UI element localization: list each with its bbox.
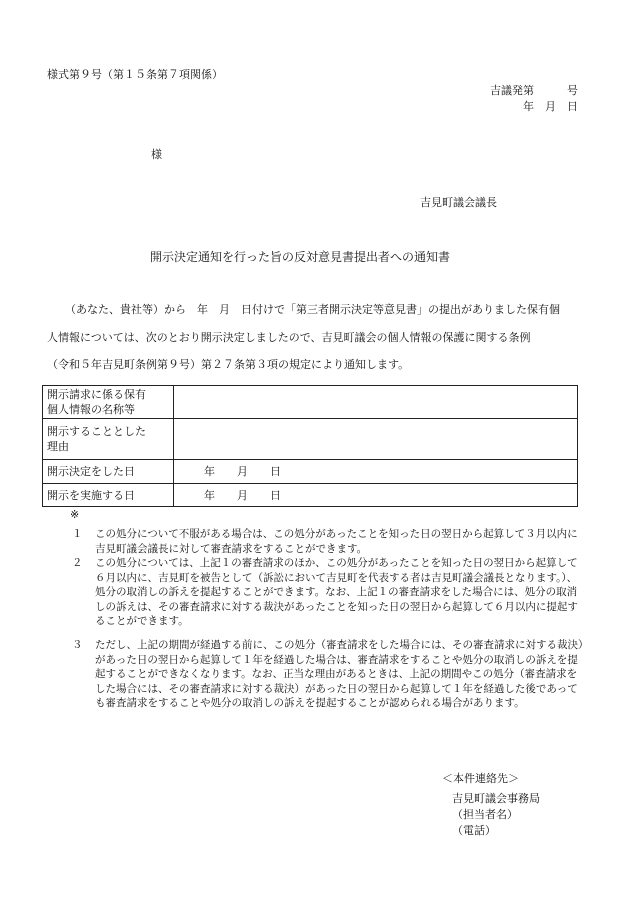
notes-mark: ※ [70, 508, 80, 521]
note-text: この処分については、上記１の審査請求のほか、この処分があったことを知った日の翌日から起算して６月以内に、吉見町を被告として（訴訟において吉見町を代表する者は吉見町議会議長となります。）、処分の取消しの訴えを提起することができます。なお、上記１の審査請求をした場合には、処分の取消しの訴えは、その審査請求に対する裁決があったことを知った日の翌日から起算して６月以内に提起することができます。 [95, 557, 578, 628]
table-value [174, 419, 578, 460]
table-label: 開示することとした 理由 [43, 419, 174, 460]
table-row [43, 460, 578, 484]
contact-phone: （電話） [452, 824, 496, 837]
table-row [43, 386, 578, 419]
contact-heading: ＜本件連絡先＞ [442, 772, 519, 785]
body-line: （あなた、貴社等）から 年 月 日付けで「第三者開示決定等意見書」の提出がありました保有個 [65, 303, 560, 316]
disclosure-table [42, 385, 578, 507]
note-number: ２ [72, 557, 83, 569]
table-label: 開示請求に係る保有 個人情報の名称等 [43, 386, 174, 419]
body-line: 人情報については、次のとおり開示決定しましたので、吉見町議会の個人情報の保護に関する条例 [47, 331, 531, 344]
table-value: 年 月 日 [174, 460, 578, 484]
reference-number: 吉議発第 号 [490, 84, 578, 97]
table-value [174, 386, 578, 419]
note-item [72, 556, 587, 632]
note-item [72, 638, 587, 730]
issue-date: 年 月 日 [523, 100, 578, 113]
contact-office: 吉見町議会事務局 [452, 792, 540, 805]
note-text: この処分について不服がある場合は、この処分があったことを知った日の翌日から起算して３月以内に吉見町議会議長に対して審査請求をすることができます。 [95, 528, 578, 555]
table-row [43, 419, 578, 460]
note-item [72, 527, 587, 557]
contact-person: （担当者名） [452, 808, 518, 821]
table-row [43, 484, 578, 507]
table-label: 開示決定をした日 [43, 460, 174, 484]
note-number: ３ [72, 639, 83, 651]
table-value: 年 月 日 [174, 484, 578, 507]
note-number: １ [72, 528, 83, 540]
body-line: （令和５年吉見町条例第９号）第２７条第３項の規定により通知します。 [47, 358, 410, 371]
recipient-line: 様 [151, 148, 162, 161]
table-label: 開示を実施する日 [43, 484, 174, 507]
document-title: 開示決定通知を行った旨の反対意見書提出者への通知書 [150, 250, 451, 264]
form-number: 様式第９号（第１５条第７項関係） [47, 68, 223, 81]
note-text: ただし、上記の期間が経過する前に、この処分（審査請求をした場合には、その審査請求に対する裁決）があった日の翌日から起算して１年を経過した場合は、審査請求をすることや処分の取消しの訴えを提起することができなくなります。なお、正当な理由があるときは、上記の期間やこの処分（審査請求をした場合には、その審査請求に対する裁決）があった日の翌日から起算して１年を経過した後であっても審査請求をすることや処分の取消しの訴えを提起することが認められる場合があります。 [95, 639, 584, 710]
sender-name: 吉見町議会議長 [420, 196, 497, 209]
